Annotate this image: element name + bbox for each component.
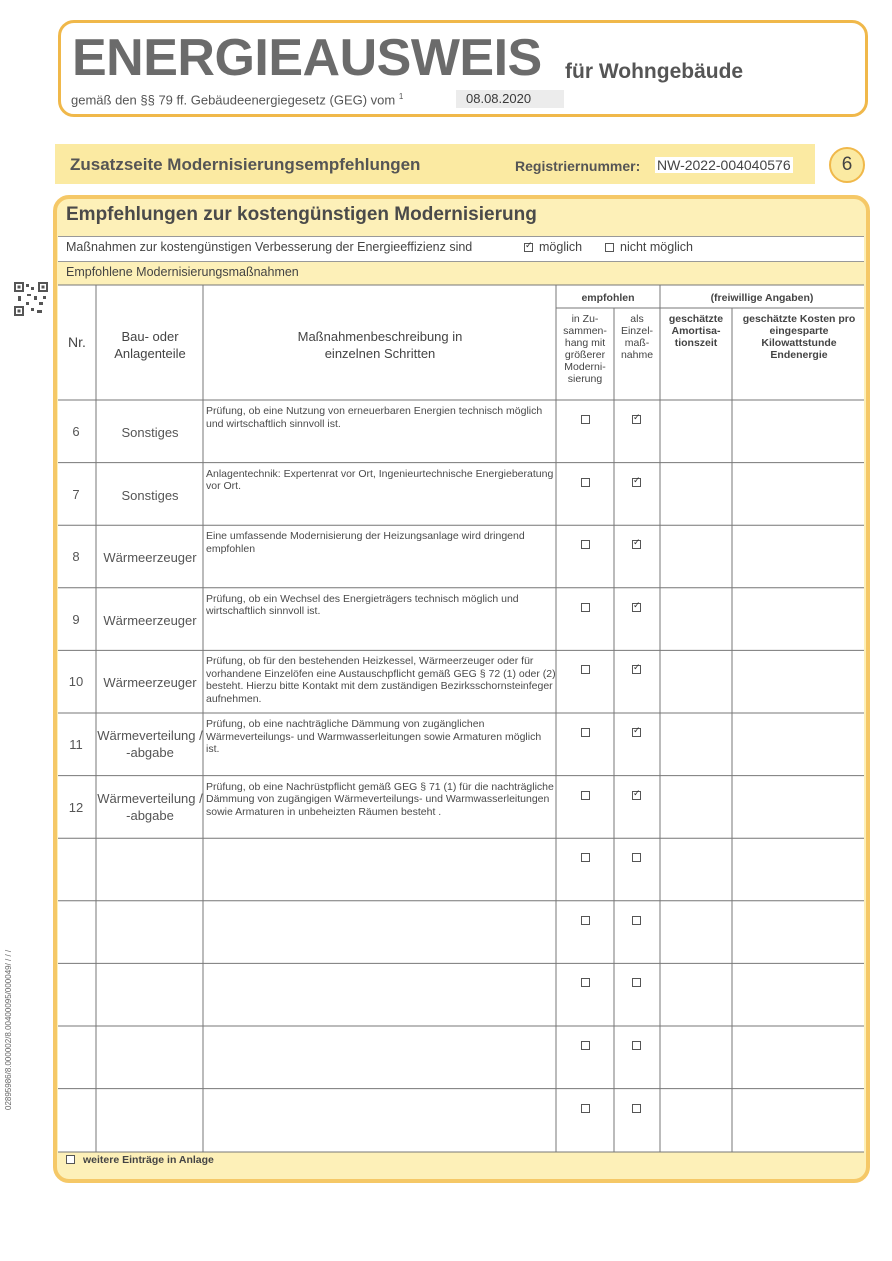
header-amortization: geschätzte Amortisa- tionszeit xyxy=(668,313,724,349)
header-optional: (freiwillige Angaben) xyxy=(710,292,814,304)
option-not-possible-label: nicht möglich xyxy=(620,240,693,254)
further-entries-checkbox[interactable] xyxy=(66,1155,75,1164)
law-date: 08.08.2020 xyxy=(456,90,564,108)
in-combination-checkbox[interactable] xyxy=(581,728,590,737)
in-combination-checkbox[interactable] xyxy=(581,415,590,424)
row-component: Wärmeverteilung / -abgabe xyxy=(97,790,203,823)
page-subtitle: für Wohngebäude xyxy=(565,60,744,83)
in-combination-checkbox[interactable] xyxy=(581,791,590,800)
in-combination-checkbox[interactable] xyxy=(581,603,590,612)
header-component: Bau- oder Anlagenteile xyxy=(114,329,186,361)
registration-number: NW-2022-004040576 xyxy=(657,157,791,173)
header-description: Maßnahmenbeschreibung in einzelnen Schritten xyxy=(297,329,463,361)
single-measure-checkbox[interactable] xyxy=(632,1041,641,1050)
in-combination-checkbox[interactable] xyxy=(581,1041,590,1050)
row-description: Eine umfassende Modernisierung der Heizungsanlage wird dringend empfohlen xyxy=(206,530,525,555)
row-description: Prüfung, ob ein Wechsel des Energieträgers technisch möglich und wirtschaftlich sinnvoll ist. xyxy=(206,592,519,618)
row-description: Prüfung, ob für den bestehenden Heizkessel, Wärmeerzeuger oder für vorhandene Einzelöfen eine Austauschpflicht gemäß GEG § 72 (1) oder (2) besteht. Hierzu bitte Kontakt mit dem zuständigen Bezirksschornsteinfeger aufnehmen. xyxy=(206,655,556,705)
law-text: gemäß den §§ 79 ff. Gebäudeenergiegesetz (GEG) vom xyxy=(71,92,396,108)
supplementary-title: Zusatzseite Modernisierungsempfehlungen xyxy=(70,155,421,174)
option-possible-label: möglich xyxy=(539,240,583,254)
row-number: 10 xyxy=(68,674,84,690)
single-measure-checkbox[interactable] xyxy=(632,415,641,424)
row-description: Anlagentechnik: Expertenrat vor Ort, Ingenieurtechnische Energieberatung vor Ort. xyxy=(206,467,554,493)
header-nr: Nr. xyxy=(68,334,86,350)
in-combination-checkbox[interactable] xyxy=(581,978,590,987)
single-measure-checkbox[interactable] xyxy=(632,665,641,674)
row-number: 8 xyxy=(72,549,80,565)
page-title: ENERGIEAUSWEIS xyxy=(72,29,542,87)
further-entries-label: weitere Einträge in Anlage xyxy=(83,1154,214,1166)
single-measure-checkbox[interactable] xyxy=(632,728,641,737)
row-component: Sonstiges xyxy=(121,425,179,440)
side-barcode-text: 02895986/8.000002/8.00400095/000049/ / / / xyxy=(4,949,13,1110)
single-measure-checkbox[interactable] xyxy=(632,916,641,925)
row-component: Wärmeerzeuger xyxy=(103,612,197,628)
in-combination-checkbox[interactable] xyxy=(581,540,590,549)
row-number: 6 xyxy=(72,424,80,439)
section-title: Empfehlungen zur kostengünstigen Modernisierung xyxy=(66,204,537,225)
page-number: 6 xyxy=(829,147,865,183)
single-measure-checkbox[interactable] xyxy=(632,478,641,487)
single-measure-checkbox[interactable] xyxy=(632,978,641,987)
in-combination-checkbox[interactable] xyxy=(581,853,590,862)
header-recommended: empfohlen xyxy=(581,292,635,304)
single-measure-checkbox[interactable] xyxy=(632,1104,641,1113)
header-in-combination: in Zu- sammen- hang mit größerer Moderni- sierung xyxy=(563,313,607,385)
row-number: 12 xyxy=(68,799,84,815)
in-combination-checkbox[interactable] xyxy=(581,665,590,674)
row-description: Prüfung, ob eine Nutzung von erneuerbaren Energien technisch möglich und wirtschaftlich sinnvoll ist. xyxy=(206,405,543,430)
row-description: Prüfung, ob eine Nachrüstpflicht gemäß GEG § 71 (1) für die nachträgliche Dämmung von zugängigen Wärmeverteilungs- und Warmwasserleitungen sowie Armaturen in unbeheizten Räumen besteht . xyxy=(206,780,554,818)
header-cost-per-kwh: geschätzte Kosten pro eingesparte Kilowattstunde Endenergie xyxy=(742,313,856,361)
single-measure-checkbox[interactable] xyxy=(632,540,641,549)
row-component: Wärmeerzeuger xyxy=(103,675,197,691)
registration-label: Registriernummer: xyxy=(515,158,641,174)
in-combination-checkbox[interactable] xyxy=(581,916,590,925)
row-component: Wärmeerzeuger xyxy=(103,550,197,566)
single-measure-checkbox[interactable] xyxy=(632,791,641,800)
further-entries xyxy=(66,1154,214,1166)
in-combination-checkbox[interactable] xyxy=(581,478,590,487)
row-description: Prüfung, ob eine nachträgliche Dämmung von zugänglichen Wärmeverteilungs- und Warmwasserleitungen sowie Armaturen möglich ist. xyxy=(206,718,542,755)
measures-possible-text: Maßnahmen zur kostengünstigen Verbesserung der Energieeffizienz sind xyxy=(66,240,473,254)
footnote-marker: 1 xyxy=(398,92,404,101)
single-measure-checkbox[interactable] xyxy=(632,853,641,862)
row-number: 11 xyxy=(69,737,83,752)
row-number: 9 xyxy=(72,611,80,627)
row-number: 7 xyxy=(72,486,80,502)
single-measure-checkbox[interactable] xyxy=(632,603,641,612)
header-single-measure: als Einzel- maß- nahme xyxy=(620,313,654,361)
row-component: Wärmeverteilung / -abgabe xyxy=(97,728,203,760)
row-component: Sonstiges xyxy=(121,487,179,503)
in-combination-checkbox[interactable] xyxy=(581,1104,590,1113)
recommended-measures-label: Empfohlene Modernisierungsmaßnahmen xyxy=(66,265,299,279)
